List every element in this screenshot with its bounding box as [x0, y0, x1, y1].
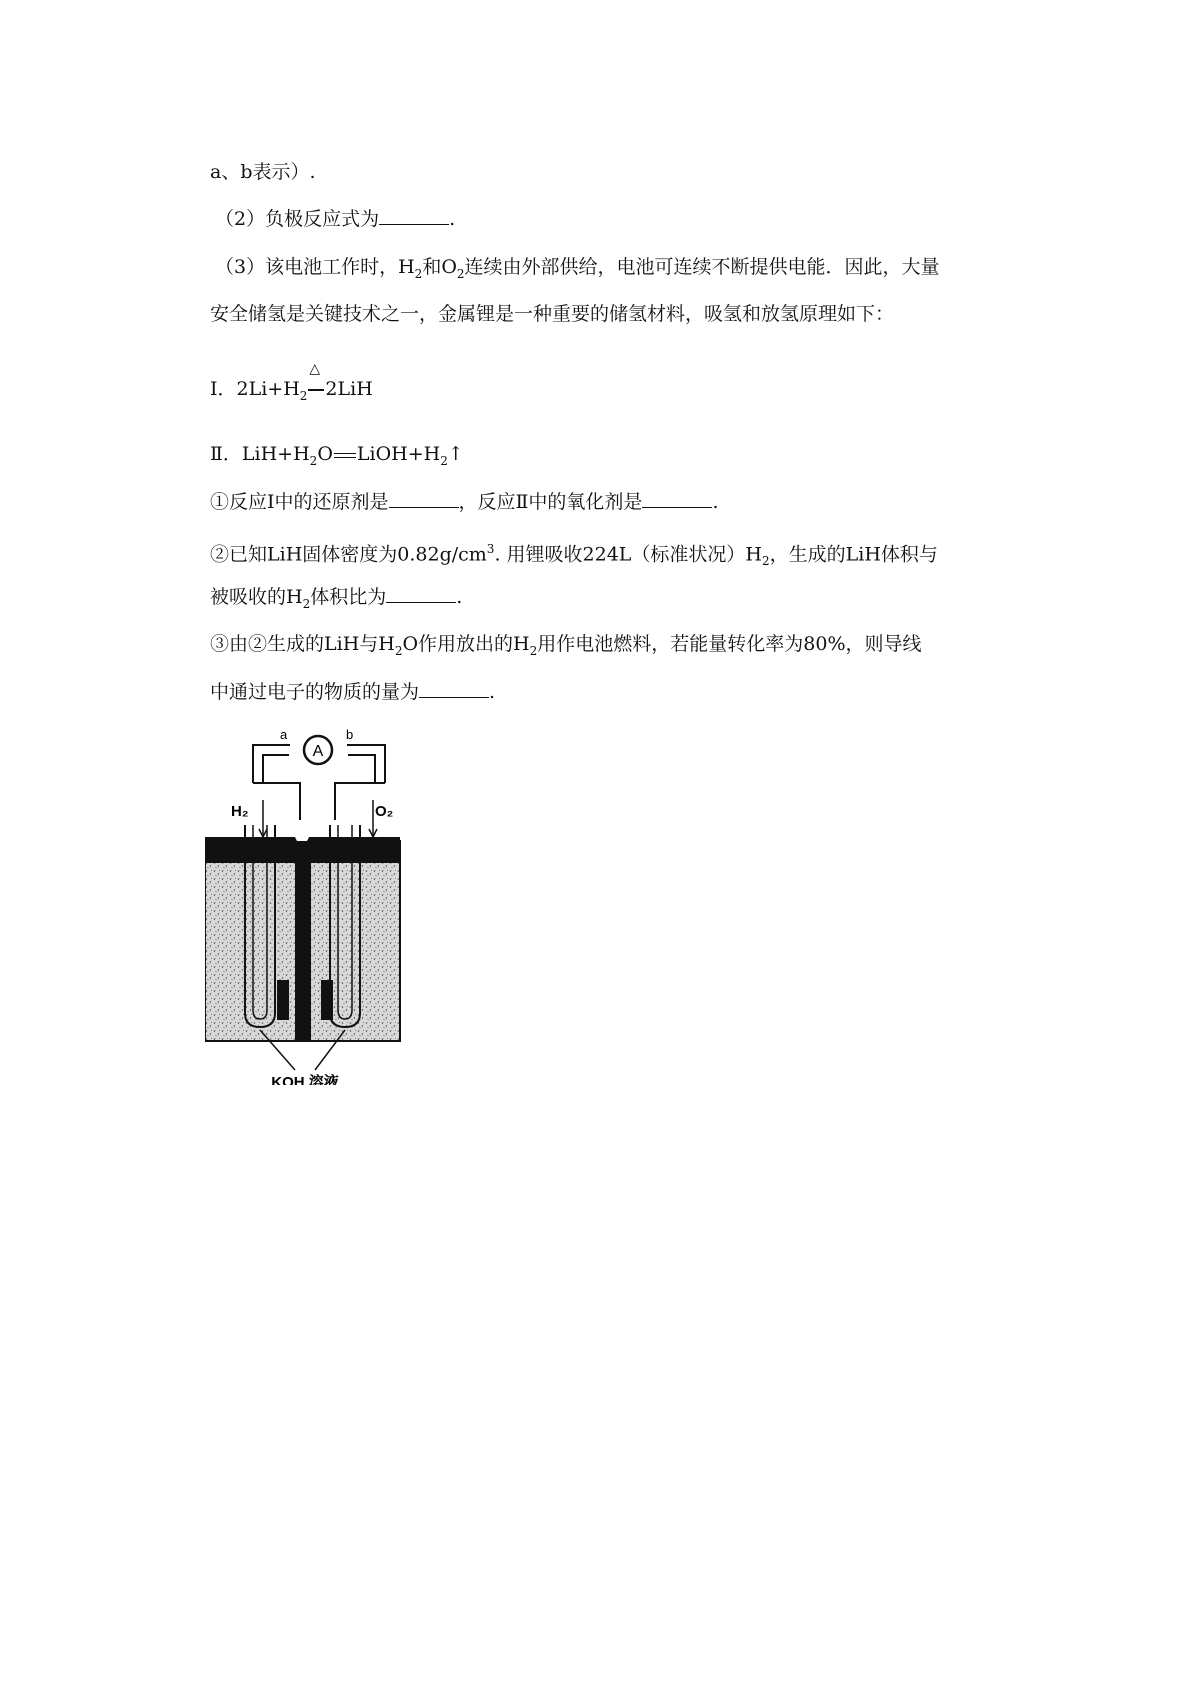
- text-line-1: [210, 158, 316, 186]
- sub-question-2: [210, 535, 938, 575]
- line-text: 安全储氢是关键技术之一，金属锂是一种重要的储氢材料，吸氢和放氢原理如下：: [210, 303, 895, 325]
- fuel-cell-svg: [205, 725, 435, 1085]
- text-segment: ，生成的LiH体积与: [769, 543, 938, 566]
- line-text: a、b表示）.: [210, 161, 316, 183]
- equals-sign: [334, 453, 356, 458]
- question-2-text: （2）负极反应式为: [215, 208, 380, 230]
- superscript: 3: [486, 542, 495, 556]
- period: .: [489, 681, 496, 703]
- gas-arrow-icon: ↑: [447, 443, 464, 465]
- reaction-right: LiOH+H: [356, 443, 441, 465]
- subscript: 2: [761, 554, 770, 569]
- text-segment: ③由②生成的LiH与H: [210, 633, 395, 655]
- text-segment: ①反应Ⅰ中的还原剂是: [210, 491, 389, 513]
- fuel-cell-diagram: [205, 725, 435, 1085]
- reaction-left-2: O: [317, 443, 333, 465]
- ammeter-label: A: [312, 743, 324, 760]
- o2-label: O₂: [375, 803, 394, 820]
- question-2-line: [215, 205, 455, 233]
- subscript: 2: [394, 643, 403, 658]
- sub-question-1: [210, 488, 718, 516]
- wire-right: [347, 745, 385, 783]
- answer-blank[interactable]: [389, 489, 459, 508]
- subscript: 2: [456, 266, 465, 281]
- subscript: 2: [529, 643, 538, 658]
- equals-bar: [308, 389, 324, 391]
- question-3-line: [215, 253, 940, 288]
- answer-blank[interactable]: [419, 679, 489, 698]
- subscript: 2: [309, 453, 318, 468]
- subscript: 2: [302, 596, 311, 611]
- reaction-left: Ⅱ．LiH+H: [210, 443, 310, 465]
- subscript: 2: [414, 266, 423, 281]
- sub-question-3-cont: [210, 678, 495, 706]
- answer-blank[interactable]: [642, 489, 712, 508]
- koh-label: KOH 溶液: [271, 1074, 339, 1085]
- label-a: a: [280, 727, 288, 742]
- text-segment: 和O: [422, 256, 457, 278]
- wire-right-inner: [348, 755, 375, 783]
- reaction-right: 2LiH: [325, 378, 373, 400]
- heat-triangle-icon: △: [309, 361, 321, 377]
- text-segment: 体积比为: [310, 586, 387, 608]
- answer-blank[interactable]: [379, 206, 449, 225]
- text-segment: 被吸收的H: [210, 586, 303, 608]
- cell-divider: [295, 841, 311, 1041]
- text-segment: 连续由外部供给，电池可连续不断提供电能．因此，大量: [464, 256, 940, 278]
- sub-question-3: [210, 630, 922, 665]
- wire-left-inner: [263, 755, 289, 783]
- right-electrode: [321, 980, 333, 1020]
- answer-blank[interactable]: [386, 584, 456, 603]
- text-segment: 中通过电子的物质的量为: [210, 681, 420, 703]
- left-electrode: [277, 980, 289, 1020]
- text-segment: O作用放出的H: [402, 633, 530, 655]
- reaction-2: [210, 440, 464, 475]
- text-segment: ②已知LiH固体密度为0.82g/cm: [210, 543, 487, 566]
- text-segment: ，反应Ⅱ中的氧化剂是: [458, 491, 643, 513]
- wire-left: [253, 745, 290, 783]
- text-segment: （3）该电池工作时，H: [215, 256, 415, 278]
- subscript: 2: [299, 388, 308, 403]
- period: .: [456, 586, 463, 608]
- subscript: 2: [440, 453, 448, 468]
- text-line-4: [210, 300, 894, 328]
- heat-equals-sign: [307, 361, 325, 403]
- period: .: [712, 491, 719, 513]
- sub-question-2-cont: [210, 583, 462, 618]
- reaction-1: [210, 361, 373, 410]
- h2-label: H₂: [231, 803, 249, 820]
- label-b: b: [346, 727, 354, 742]
- reaction-left: Ⅰ．2Li+H: [210, 378, 300, 400]
- wire-to-left-electrode: [253, 783, 300, 820]
- period: .: [449, 208, 456, 230]
- text-segment: . 用锂吸收224L（标准状况）H: [494, 543, 762, 566]
- text-segment: 用作电池燃料，若能量转化率为80%，则导线: [537, 633, 922, 655]
